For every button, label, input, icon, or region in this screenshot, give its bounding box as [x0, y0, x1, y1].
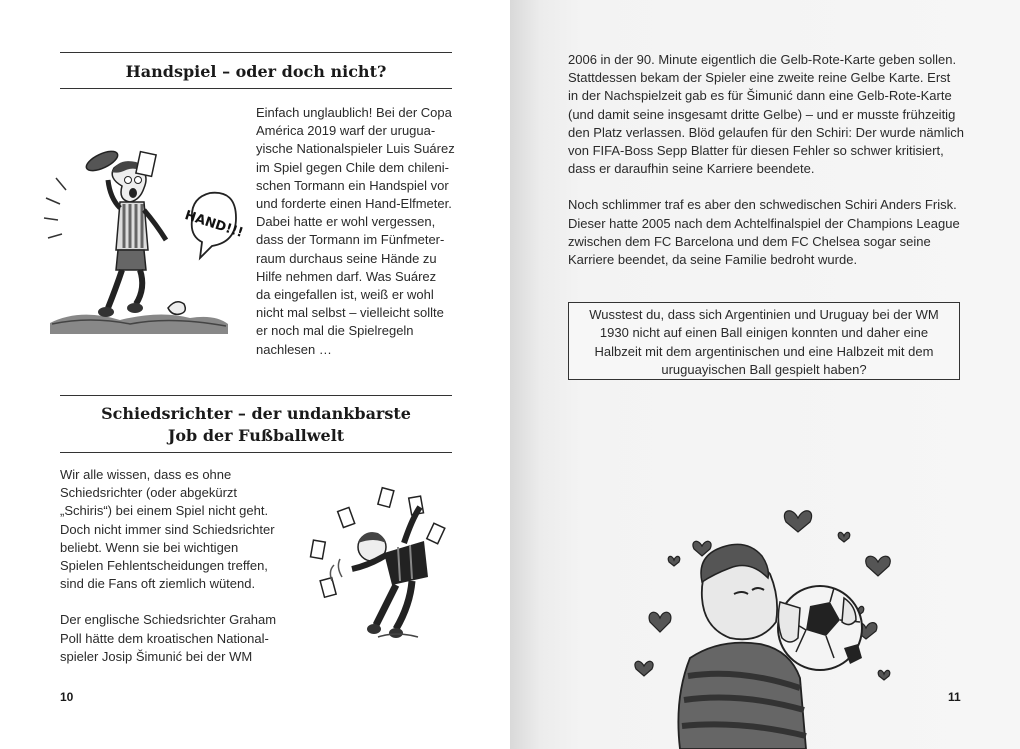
suarez-handball-illustration: [40, 138, 245, 338]
top-rule-section2: [60, 395, 452, 396]
section2-heading-line2: Job der Fußballwelt: [167, 426, 345, 445]
section2-body: [60, 466, 320, 666]
right-paragraph1: 2006 in der 90. Minute eigentlich die Gelb-Rote-Karte geben sollen. Stattdessen bekam der Spieler eine zweite reine Gelbe Karte. Erst in der Nachspielzeit gab es für Šimunić dann eine Gelb-Rote-Karte (und damit seine insgesamt dritte Gelbe) – und er musste frühzeitig den Platz verlassen. Blöd gelaufen für den Schiri: Der wurde nämlich von FIFA-Boss Sepp Blatter für diesen Fehler so schwer kritisiert, dass er daraufhin seine Karriere beendete.: [568, 52, 964, 177]
section1-body: [256, 104, 466, 359]
bottom-rule-section2: [60, 452, 452, 453]
page-number-left: 10: [60, 690, 74, 704]
fun-fact-box: Wusstest du, dass sich Argentinien und Uruguay bei der WM 1930 nicht auf einen Ball einigen konnten und daher eine Halbzeit mit dem argentinischen und eine Halbzeit mit dem uruguayischen Ball gespielt haben?: [568, 302, 960, 380]
speech-bubble-text: HAND!!!: [182, 208, 245, 241]
section2-paragraph2: Der englische Schiedsrichter Graham Poll hätte dem kroatischen National- spieler Josip Šimunić bei der WM: [60, 612, 277, 664]
right-body: [568, 51, 988, 269]
referee-illustration: [300, 485, 460, 645]
page-number-right: 11: [948, 690, 961, 704]
boy-kissing-ball-illustration: [630, 498, 910, 749]
top-rule-section1: [60, 52, 452, 53]
section2-paragraph1: Wir alle wissen, dass es ohne Schiedsrichter (oder abgekürzt „Schiris“) bei einem Spiel nicht geht. Doch nicht immer sind Schiedsrichter beliebt. Wenn sie bei wichtigen Spielen Fehlentscheidungen treffen, sind die Fans oft ziemlich wütend.: [60, 467, 275, 592]
right-paragraph2: Noch schlimmer traf es aber den schwedischen Schiri Anders Frisk. Dieser hatte 2005 nach dem Achtelfinalspiel der Champions League zwischen dem FC Barcelona und dem FC Chelsea sogar seine Karriere beendet, da seine Familie bedroht wurde.: [568, 197, 960, 268]
section2-heading-line1: Schiedsrichter – der undankbarste: [101, 404, 411, 423]
section1-paragraph: Einfach unglaublich! Bei der Copa América 2019 warf der urugua- yische Nationalspieler Luis Suárez im Spiel gegen Chile dem chileni- schen Tormann ein Handspiel vor und forderte einen Hand-Elfmeter. Dabei hatte er wohl vergessen, dass der Tormann im Fünfmeter- raum durchaus seine Hände zu Hilfe nehmen darf. Was Suárez da eingefallen ist, weiß er wohl nicht mal selbst – vielleicht sollte er noch mal die Spielregeln nachlesen …: [256, 105, 455, 357]
bottom-rule-section1: [60, 88, 452, 89]
section2-heading: [60, 403, 452, 447]
section1-heading: Handspiel – oder doch nicht?: [125, 62, 387, 81]
